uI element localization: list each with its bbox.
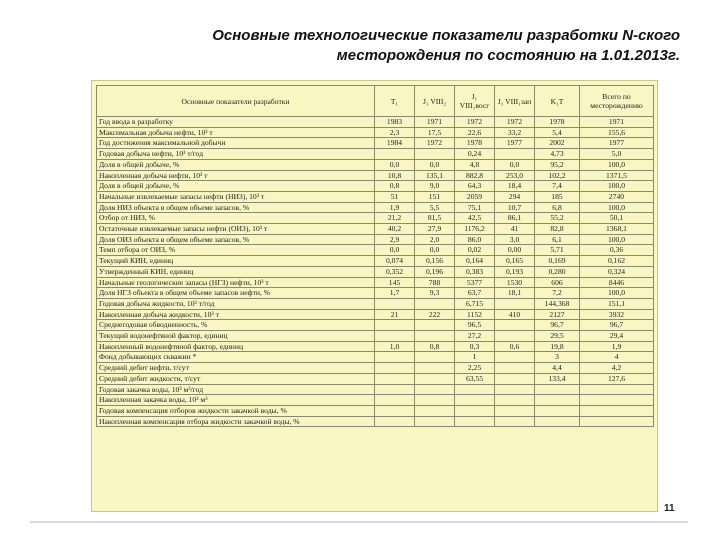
value-cell: 0,0: [495, 159, 535, 170]
value-cell: 1,0: [375, 341, 415, 352]
table-row: [97, 320, 654, 331]
value-cell: 2,9: [375, 234, 415, 245]
value-cell: 100,0: [580, 202, 654, 213]
value-cell: 50,1: [580, 213, 654, 224]
table-row: [97, 181, 654, 192]
value-cell: 6,8: [535, 202, 580, 213]
row-label-cell: Остаточные извлекаемые запасы нефти (ОИЗ), 10³ т: [97, 224, 375, 235]
value-cell: 0,196: [415, 266, 455, 277]
value-cell: [495, 384, 535, 395]
value-cell: [495, 416, 535, 427]
value-cell: 8446: [580, 277, 654, 288]
value-cell: [495, 298, 535, 309]
value-cell: 75,1: [455, 202, 495, 213]
value-cell: 1,9: [580, 341, 654, 352]
value-cell: 1972: [415, 138, 455, 149]
value-cell: 0,193: [495, 266, 535, 277]
table-row: [97, 373, 654, 384]
value-cell: [495, 373, 535, 384]
table-row: [97, 127, 654, 138]
value-cell: [495, 352, 535, 363]
value-cell: 1371,5: [580, 170, 654, 181]
slide-title-line2: месторождения по состоянию на 1.01.2013г.: [336, 47, 680, 64]
value-cell: [375, 363, 415, 374]
value-cell: [415, 384, 455, 395]
row-label-cell: Начальные извлекаемые запасы нефти (НИЗ), 10³ т: [97, 191, 375, 202]
value-cell: [375, 384, 415, 395]
value-cell: [455, 384, 495, 395]
table-row: [97, 298, 654, 309]
column-header: J₁ VIII₂: [415, 86, 455, 117]
row-label-cell: Доля НИЗ объекта в общем объеме запасов, %: [97, 202, 375, 213]
table-panel: [91, 80, 658, 512]
value-cell: 7,4: [535, 181, 580, 192]
value-cell: 2740: [580, 191, 654, 202]
value-cell: 0,164: [455, 256, 495, 267]
value-cell: [580, 416, 654, 427]
value-cell: 41: [495, 224, 535, 235]
table-row: [97, 405, 654, 416]
row-label-cell: Накопленный водонефтяной фактор, единиц: [97, 341, 375, 352]
value-cell: 2,0: [415, 234, 455, 245]
value-cell: 1978: [535, 117, 580, 128]
table-row: [97, 149, 654, 160]
row-label-cell: Утвержденный КИН, единиц: [97, 266, 375, 277]
value-cell: [495, 405, 535, 416]
table-row: [97, 245, 654, 256]
value-cell: 2,3: [375, 127, 415, 138]
table-row: [97, 331, 654, 342]
row-label-cell: Годовая закачка воды, 10³ м³/год: [97, 384, 375, 395]
table-row: [97, 416, 654, 427]
value-cell: 0,36: [580, 245, 654, 256]
value-cell: 7,2: [535, 288, 580, 299]
row-label-cell: Текущий водонефтяной фактор, единиц: [97, 331, 375, 342]
value-cell: [455, 395, 495, 406]
column-header: K₁T: [535, 86, 580, 117]
value-cell: 135,1: [415, 170, 455, 181]
value-cell: 4: [580, 352, 654, 363]
value-cell: 0,0: [375, 159, 415, 170]
row-label-cell: Доля в общей добыче, %: [97, 181, 375, 192]
table-row: [97, 138, 654, 149]
row-label-cell: Годовая добыча жидкости, 10³ т/год: [97, 298, 375, 309]
value-cell: 102,2: [535, 170, 580, 181]
value-cell: 294: [495, 191, 535, 202]
value-cell: [415, 298, 455, 309]
value-cell: 133,4: [535, 373, 580, 384]
value-cell: [375, 331, 415, 342]
value-cell: 100,0: [580, 234, 654, 245]
table-row: [97, 159, 654, 170]
value-cell: 96,7: [580, 320, 654, 331]
row-label-cell: Доля НГЗ объекта в общем объеме запасов нефти, %: [97, 288, 375, 299]
value-cell: 788: [415, 277, 455, 288]
value-cell: 882,8: [455, 170, 495, 181]
value-cell: 95,2: [535, 159, 580, 170]
row-label-cell: Год ввода в разработку: [97, 117, 375, 128]
footer-divider: [30, 521, 688, 523]
value-cell: 10,7: [495, 202, 535, 213]
value-cell: 27,9: [415, 224, 455, 235]
value-cell: 0,00: [495, 245, 535, 256]
value-cell: 63,55: [455, 373, 495, 384]
value-cell: [495, 331, 535, 342]
table-row: [97, 170, 654, 181]
value-cell: 96,5: [455, 320, 495, 331]
value-cell: 1972: [455, 117, 495, 128]
table-row: [97, 309, 654, 320]
value-cell: 155,6: [580, 127, 654, 138]
table-row: [97, 288, 654, 299]
column-header: J₁ VIII₁восг: [455, 86, 495, 117]
value-cell: [415, 331, 455, 342]
value-cell: [535, 405, 580, 416]
table-row: [97, 266, 654, 277]
value-cell: 29,4: [580, 331, 654, 342]
value-cell: 5,5: [415, 202, 455, 213]
value-cell: [415, 320, 455, 331]
value-cell: [415, 395, 455, 406]
value-cell: [535, 384, 580, 395]
value-cell: 0,3: [455, 341, 495, 352]
value-cell: 0,156: [415, 256, 455, 267]
table-body: [97, 117, 654, 427]
value-cell: 0,02: [455, 245, 495, 256]
value-cell: [495, 395, 535, 406]
value-cell: 1,7: [375, 288, 415, 299]
value-cell: 4,4: [535, 363, 580, 374]
value-cell: [375, 149, 415, 160]
value-cell: 145: [375, 277, 415, 288]
value-cell: 5,71: [535, 245, 580, 256]
value-cell: 29,5: [535, 331, 580, 342]
value-cell: [415, 149, 455, 160]
row-label-cell: Год достижения максимальной добычи: [97, 138, 375, 149]
value-cell: 81,5: [415, 213, 455, 224]
value-cell: 33,2: [495, 127, 535, 138]
value-cell: [415, 373, 455, 384]
row-label-cell: Текущий КИН, единиц: [97, 256, 375, 267]
value-cell: [375, 298, 415, 309]
value-cell: 0,383: [455, 266, 495, 277]
table-row: [97, 117, 654, 128]
value-cell: 0,0: [375, 245, 415, 256]
row-label-cell: Накопленная компенсация отбора жидкости закачкой воды, %: [97, 416, 375, 427]
value-cell: 4,2: [580, 363, 654, 374]
row-label-cell: Доля в общей добыче, %: [97, 159, 375, 170]
value-cell: 82,8: [535, 224, 580, 235]
value-cell: 18,4: [495, 181, 535, 192]
value-cell: 22,6: [455, 127, 495, 138]
row-label-cell: Средний дебит нефти, т/сут: [97, 363, 375, 374]
value-cell: [375, 405, 415, 416]
row-label-cell: Годовая добыча нефти, 10³ т/год: [97, 149, 375, 160]
value-cell: 0,6: [495, 341, 535, 352]
value-cell: [415, 352, 455, 363]
value-cell: 10,8: [375, 170, 415, 181]
value-cell: 0,0: [415, 245, 455, 256]
value-cell: 151,1: [580, 298, 654, 309]
value-cell: 19,8: [535, 341, 580, 352]
column-header: Основные показатели разработки: [97, 86, 375, 117]
value-cell: 1,9: [375, 202, 415, 213]
value-cell: 151: [415, 191, 455, 202]
value-cell: 253,0: [495, 170, 535, 181]
value-cell: 21,2: [375, 213, 415, 224]
value-cell: 2,25: [455, 363, 495, 374]
value-cell: [580, 395, 654, 406]
slide-title: [140, 26, 680, 66]
row-label-cell: Годовая компенсация отборов жидкости закачкой воды, %: [97, 405, 375, 416]
value-cell: 127,6: [580, 373, 654, 384]
value-cell: 100,0: [580, 159, 654, 170]
row-label-cell: Накопленная добыча нефти, 10³ т: [97, 170, 375, 181]
value-cell: [535, 395, 580, 406]
value-cell: [375, 416, 415, 427]
slide-title-line1: Основные технологические показатели разработки N-ского: [212, 27, 680, 44]
value-cell: 51: [375, 191, 415, 202]
value-cell: [375, 352, 415, 363]
row-label-cell: Доля ОИЗ объекта в общем объеме запасов, %: [97, 234, 375, 245]
table-row: [97, 234, 654, 245]
table-row: [97, 224, 654, 235]
value-cell: 5377: [455, 277, 495, 288]
value-cell: 100,0: [580, 288, 654, 299]
value-cell: 1152: [455, 309, 495, 320]
value-cell: 100,0: [580, 181, 654, 192]
value-cell: [415, 405, 455, 416]
value-cell: 0,169: [535, 256, 580, 267]
table-row: [97, 352, 654, 363]
value-cell: [495, 320, 535, 331]
value-cell: 9,3: [415, 288, 455, 299]
value-cell: 6,715: [455, 298, 495, 309]
value-cell: [580, 384, 654, 395]
value-cell: 86,1: [495, 213, 535, 224]
value-cell: 1: [455, 352, 495, 363]
value-cell: 1176,2: [455, 224, 495, 235]
value-cell: 9,0: [415, 181, 455, 192]
value-cell: 1977: [495, 138, 535, 149]
row-label-cell: Средний дебит жидкости, т/сут: [97, 373, 375, 384]
table-row: [97, 384, 654, 395]
value-cell: 1977: [580, 138, 654, 149]
value-cell: 1984: [375, 138, 415, 149]
value-cell: 222: [415, 309, 455, 320]
value-cell: 1368,1: [580, 224, 654, 235]
value-cell: 606: [535, 277, 580, 288]
value-cell: 18,1: [495, 288, 535, 299]
value-cell: 0,8: [375, 181, 415, 192]
table-row: [97, 341, 654, 352]
value-cell: 1530: [495, 277, 535, 288]
value-cell: 21: [375, 309, 415, 320]
value-cell: [375, 320, 415, 331]
value-cell: 0,24: [455, 149, 495, 160]
table-row: [97, 363, 654, 374]
value-cell: 5,0: [580, 149, 654, 160]
value-cell: [580, 405, 654, 416]
value-cell: [375, 373, 415, 384]
column-header: Всего по месторождению: [580, 86, 654, 117]
value-cell: [535, 416, 580, 427]
value-cell: 1983: [375, 117, 415, 128]
value-cell: 0,352: [375, 266, 415, 277]
table-row: [97, 191, 654, 202]
value-cell: 64,3: [455, 181, 495, 192]
value-cell: 17,5: [415, 127, 455, 138]
row-label-cell: Начальные геологические запасы (НГЗ) нефти, 10³ т: [97, 277, 375, 288]
value-cell: 1978: [455, 138, 495, 149]
row-label-cell: Фонд добывающих скважин *: [97, 352, 375, 363]
value-cell: 0,0: [415, 159, 455, 170]
column-header: T₁: [375, 86, 415, 117]
value-cell: [375, 395, 415, 406]
row-label-cell: Максимальная добыча нефти, 10³ т: [97, 127, 375, 138]
value-cell: 3,0: [495, 234, 535, 245]
value-cell: 40,2: [375, 224, 415, 235]
value-cell: 0,074: [375, 256, 415, 267]
value-cell: 1972: [495, 117, 535, 128]
value-cell: 63,7: [455, 288, 495, 299]
value-cell: 2002: [535, 138, 580, 149]
value-cell: [455, 405, 495, 416]
value-cell: 2127: [535, 309, 580, 320]
page-number: 11: [664, 503, 675, 514]
value-cell: 144,368: [535, 298, 580, 309]
value-cell: 5,4: [535, 127, 580, 138]
value-cell: 27,2: [455, 331, 495, 342]
value-cell: 2059: [455, 191, 495, 202]
value-cell: 4,8: [455, 159, 495, 170]
value-cell: [455, 416, 495, 427]
row-label-cell: Накопленная добыча жидкости, 10³ т: [97, 309, 375, 320]
value-cell: 55,2: [535, 213, 580, 224]
value-cell: 3: [535, 352, 580, 363]
value-cell: 410: [495, 309, 535, 320]
value-cell: 3932: [580, 309, 654, 320]
value-cell: [415, 363, 455, 374]
value-cell: [495, 363, 535, 374]
row-label-cell: Накопленная закачка воды, 10³ м³: [97, 395, 375, 406]
column-header: J₁ VIII₁зап: [495, 86, 535, 117]
value-cell: 0,8: [415, 341, 455, 352]
table-row: [97, 213, 654, 224]
table-row: [97, 277, 654, 288]
value-cell: 86,0: [455, 234, 495, 245]
value-cell: 4,73: [535, 149, 580, 160]
value-cell: 42,5: [455, 213, 495, 224]
table-row: [97, 256, 654, 267]
value-cell: [415, 416, 455, 427]
value-cell: 0,280: [535, 266, 580, 277]
value-cell: 0,324: [580, 266, 654, 277]
value-cell: 96,7: [535, 320, 580, 331]
row-label-cell: Среднегодовая обводненность, %: [97, 320, 375, 331]
value-cell: 1971: [580, 117, 654, 128]
row-label-cell: Отбор от НИЗ, %: [97, 213, 375, 224]
value-cell: [495, 149, 535, 160]
value-cell: 0,165: [495, 256, 535, 267]
value-cell: 1971: [415, 117, 455, 128]
row-label-cell: Темп отбора от ОИЗ, %: [97, 245, 375, 256]
table-row: [97, 202, 654, 213]
value-cell: 185: [535, 191, 580, 202]
value-cell: 0,162: [580, 256, 654, 267]
indicators-table: [96, 85, 654, 427]
table-row: [97, 395, 654, 406]
value-cell: 6,1: [535, 234, 580, 245]
table-header-row: [97, 86, 654, 117]
